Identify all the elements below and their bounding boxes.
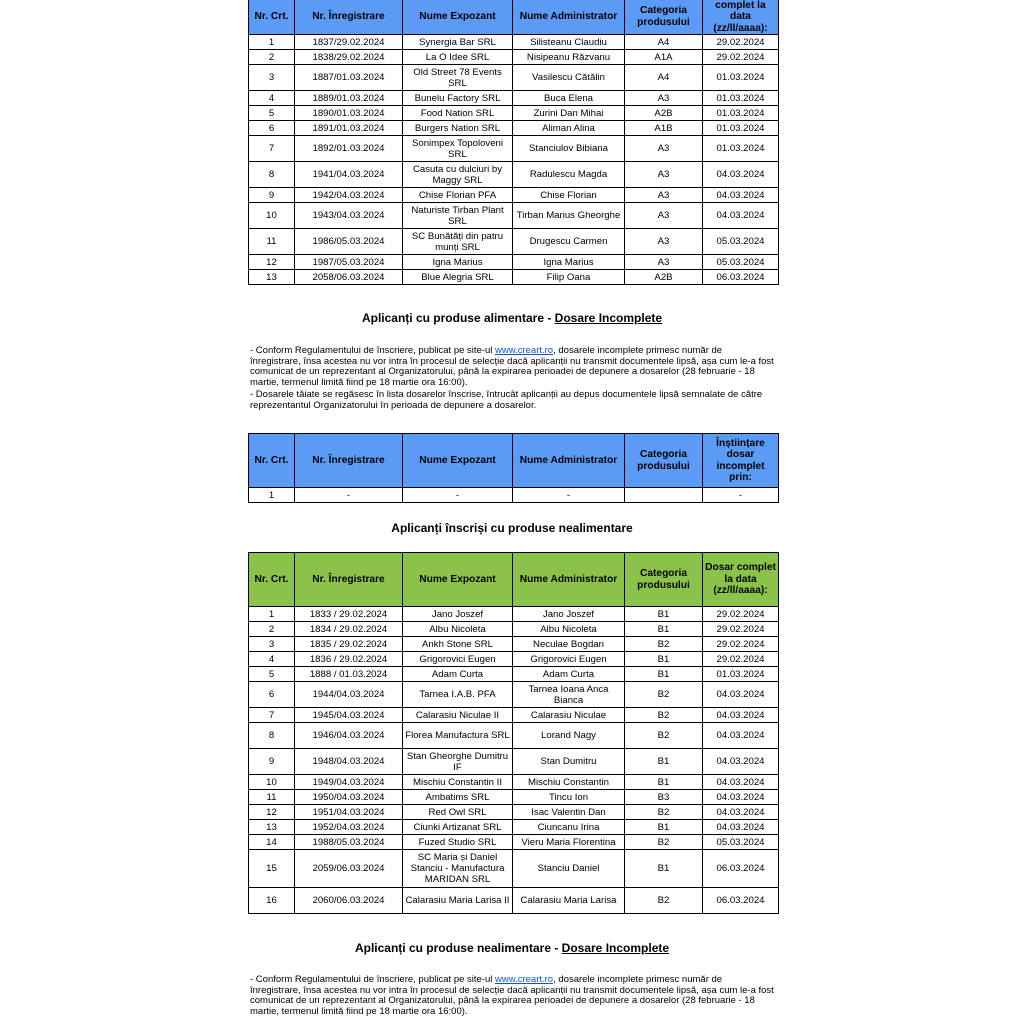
cell-expozant: Naturiste Tirban Plant SRL: [403, 203, 513, 229]
cell-inregistrare: 1941/04.03.2024: [295, 162, 403, 188]
cell-data: 01.03.2024: [703, 91, 779, 106]
cell-inregistrare: 1945/04.03.2024: [295, 708, 403, 723]
cell-nr: 15: [249, 850, 295, 888]
cell-expozant: Sonimpex Topoloveni SRL: [403, 136, 513, 162]
cell-nr: 5: [249, 667, 295, 682]
cell-categoria: A1A: [625, 50, 703, 65]
cell-nr: 14: [249, 835, 295, 850]
cell-categoria: [625, 488, 703, 503]
cell-expozant: Stan Gheorghe Dumitru IF: [403, 749, 513, 775]
cell-nr: 10: [249, 775, 295, 790]
cell-administrator: Calarasiu Niculae: [513, 708, 625, 723]
cell-categoria: B3: [625, 790, 703, 805]
col-dosar-complet: complet la data (zz/ll/aaaa):: [703, 0, 779, 35]
cell-inregistrare: 2060/06.03.2024: [295, 888, 403, 914]
cell-administrator: Drugescu Carmen: [513, 229, 625, 255]
cell-nr: 7: [249, 708, 295, 723]
cell-categoria: A3: [625, 255, 703, 270]
cell-expozant: Grigorovici Eugen: [403, 652, 513, 667]
cell-expozant: Red Owl SRL: [403, 805, 513, 820]
cell-administrator: Vasilescu Cătălin: [513, 65, 625, 91]
col-inregistrare: Nr. Înregistrare: [295, 553, 403, 607]
cell-administrator: Neculae Bogdan: [513, 637, 625, 652]
cell-expozant: Tarnea I.A.B. PFA: [403, 682, 513, 708]
food-incomplete-note: - Conform Regulamentului de înscriere, publicat pe site-ul www.creart.ro, dosarele incomplete primesc număr de înregistrare, însa acestea nu vor intra în procesul de selecție dacă aplicanții nu transmit documentele lipsă, așa cum le-a fost comunicat de un reprezentant al Organizatorului, până la expirarea perioadei de depunere a dosarelor (28 februarie - 18 martie, termenul limită fiind pe 18 martie ora 16:00). - Dosarele tăiate se regăsesc în lista dosarelor înscrise, întrucât aplicanții au depus documentele lipsă semnalate de către reprezentantul Organizatorului în perioada de depunere a dosarelor.: [250, 345, 774, 411]
cell-administrator: Ciuncanu Irina: [513, 820, 625, 835]
table-row: [249, 775, 779, 790]
cell-expozant: Jano Joszef: [403, 607, 513, 622]
cell-expozant: Food Nation SRL: [403, 106, 513, 121]
cell-inregistrare: 1944/04.03.2024: [295, 682, 403, 708]
cell-administrator: Aliman Alina: [513, 121, 625, 136]
cell-data: 01.03.2024: [703, 667, 779, 682]
table-row: [249, 850, 779, 888]
table-row: [249, 91, 779, 106]
cell-data: -: [703, 488, 779, 503]
cell-data: 01.03.2024: [703, 121, 779, 136]
cell-inregistrare: -: [295, 488, 403, 503]
cell-nr: 5: [249, 106, 295, 121]
creart-link[interactable]: www.creart.ro: [495, 974, 554, 985]
cell-nr: 9: [249, 188, 295, 203]
table-row: [249, 488, 779, 503]
table-row: [249, 607, 779, 622]
cell-inregistrare: 1987/05.03.2024: [295, 255, 403, 270]
cell-expozant: Synergia Bar SRL: [403, 35, 513, 50]
food-complete-table: [248, 0, 779, 285]
food-incomplete-table: [248, 433, 779, 503]
cell-administrator: Stanciulov Bibiana: [513, 136, 625, 162]
cell-inregistrare: 1988/05.03.2024: [295, 835, 403, 850]
table-row: [249, 805, 779, 820]
col-categoria: Categoria produsului: [625, 553, 703, 607]
nonfood-incomplete-note: - Conform Regulamentului de înscriere, publicat pe site-ul www.creart.ro, dosarele incomplete primesc număr de înregistrare, însa acestea nu vor intra în procesul de selecție dacă aplicanții nu transmit documentele lipsă, așa cum le-a fost comunicat de un reprezentant al Organizatorului, până la expirarea perioadei de depunere a dosarelor (28 februarie - 18 martie, termenul limită fiind pe 18 martie ora 16:00).: [250, 974, 774, 1017]
cell-nr: 12: [249, 255, 295, 270]
cell-nr: 12: [249, 805, 295, 820]
cell-categoria: A1B: [625, 121, 703, 136]
table-row: [249, 835, 779, 850]
cell-administrator: -: [513, 488, 625, 503]
cell-administrator: Vieru Maria Florentina: [513, 835, 625, 850]
cell-administrator: Stanciu Daniel: [513, 850, 625, 888]
col-nr: Nr. Crt.: [249, 434, 295, 488]
cell-inregistrare: 1889/01.03.2024: [295, 91, 403, 106]
table-row: [249, 622, 779, 637]
cell-inregistrare: 1887/01.03.2024: [295, 65, 403, 91]
cell-administrator: Isac Valentin Dan: [513, 805, 625, 820]
cell-expozant: Florea Manufactura SRL: [403, 723, 513, 749]
table-row: [249, 50, 779, 65]
cell-nr: 11: [249, 790, 295, 805]
cell-categoria: B1: [625, 607, 703, 622]
cell-data: 29.02.2024: [703, 622, 779, 637]
cell-data: 29.02.2024: [703, 652, 779, 667]
cell-administrator: Mischiu Constantin: [513, 775, 625, 790]
cell-nr: 7: [249, 136, 295, 162]
cell-expozant: Albu Nicoleta: [403, 622, 513, 637]
cell-nr: 6: [249, 121, 295, 136]
cell-administrator: Tarnea Ioana Anca Bianca: [513, 682, 625, 708]
cell-inregistrare: 1942/04.03.2024: [295, 188, 403, 203]
cell-administrator: Filip Oana: [513, 270, 625, 285]
cell-expozant: Bunelu Factory SRL: [403, 91, 513, 106]
cell-nr: 8: [249, 162, 295, 188]
cell-nr: 6: [249, 682, 295, 708]
table-row: [249, 637, 779, 652]
cell-nr: 16: [249, 888, 295, 914]
food-incomplete-title: Aplicanți cu produse alimentare - Dosare Incomplete: [361, 311, 663, 325]
cell-data: 04.03.2024: [703, 188, 779, 203]
cell-administrator: Chise Florian: [513, 188, 625, 203]
cell-expozant: Igna Marius: [403, 255, 513, 270]
cell-expozant: Calarasiu Niculae II: [403, 708, 513, 723]
cell-data: 04.03.2024: [703, 790, 779, 805]
cell-inregistrare: 1943/04.03.2024: [295, 203, 403, 229]
col-expozant: Nume Expozant: [403, 434, 513, 488]
table-row: [249, 888, 779, 914]
cell-nr: 11: [249, 229, 295, 255]
cell-administrator: Nisipeanu Răzvanu: [513, 50, 625, 65]
cell-administrator: Stan Dumitru: [513, 749, 625, 775]
cell-inregistrare: 1892/01.03.2024: [295, 136, 403, 162]
cell-categoria: A3: [625, 188, 703, 203]
col-dosar-complet: Dosar complet la data (zz/ll/aaaa):: [703, 553, 779, 607]
cell-inregistrare: 1836 / 29.02.2024: [295, 652, 403, 667]
cell-nr: 3: [249, 637, 295, 652]
cell-nr: 2: [249, 50, 295, 65]
cell-data: 04.03.2024: [703, 203, 779, 229]
cell-categoria: A3: [625, 91, 703, 106]
table-row: [249, 188, 779, 203]
table-row: [249, 682, 779, 708]
cell-administrator: Lorand Nagy: [513, 723, 625, 749]
cell-administrator: Tincu Ion: [513, 790, 625, 805]
col-expozant: Nume Expozant: [403, 553, 513, 607]
cell-administrator: Adam Curta: [513, 667, 625, 682]
table-row: [249, 820, 779, 835]
cell-expozant: Ankh Stone SRL: [403, 637, 513, 652]
table-row: [249, 65, 779, 91]
cell-nr: 8: [249, 723, 295, 749]
cell-data: 04.03.2024: [703, 820, 779, 835]
cell-data: 01.03.2024: [703, 65, 779, 91]
cell-expozant: Chise Florian PFA: [403, 188, 513, 203]
cell-expozant: Fuzed Studio SRL: [403, 835, 513, 850]
cell-categoria: A3: [625, 203, 703, 229]
cell-categoria: B1: [625, 622, 703, 637]
cell-data: 05.03.2024: [703, 835, 779, 850]
cell-expozant: -: [403, 488, 513, 503]
cell-expozant: Mischiu Constantin II: [403, 775, 513, 790]
col-expozant: Nume Expozant: [403, 0, 513, 35]
cell-data: 29.02.2024: [703, 35, 779, 50]
cell-expozant: Old Street 78 Events SRL: [403, 65, 513, 91]
col-nr: Nr. Crt.: [249, 553, 295, 607]
cell-expozant: Blue Alegria SRL: [403, 270, 513, 285]
cell-data: 01.03.2024: [703, 136, 779, 162]
cell-categoria: B2: [625, 835, 703, 850]
cell-data: 05.03.2024: [703, 229, 779, 255]
cell-inregistrare: 1948/04.03.2024: [295, 749, 403, 775]
cell-data: 06.03.2024: [703, 888, 779, 914]
cell-data: 29.02.2024: [703, 637, 779, 652]
cell-nr: 2: [249, 622, 295, 637]
col-administrator: Nume Administrator: [513, 434, 625, 488]
col-nr: Nr. Crt.: [249, 0, 295, 35]
cell-administrator: Zurini Dan Mihai: [513, 106, 625, 121]
cell-data: 06.03.2024: [703, 850, 779, 888]
cell-categoria: B1: [625, 775, 703, 790]
cell-administrator: Buca Elena: [513, 91, 625, 106]
cell-expozant: Casuta cu dulciuri by Maggy SRL: [403, 162, 513, 188]
cell-data: 04.03.2024: [703, 805, 779, 820]
cell-administrator: Igna Marius: [513, 255, 625, 270]
cell-expozant: Burgers Nation SRL: [403, 121, 513, 136]
cell-categoria: B2: [625, 723, 703, 749]
cell-categoria: A3: [625, 136, 703, 162]
cell-categoria: B1: [625, 749, 703, 775]
table-row: [249, 255, 779, 270]
cell-categoria: B1: [625, 850, 703, 888]
cell-inregistrare: 1834 / 29.02.2024: [295, 622, 403, 637]
cell-categoria: A2B: [625, 106, 703, 121]
table-row: [249, 229, 779, 255]
cell-expozant: Calarasiu Maria Larisa II: [403, 888, 513, 914]
cell-administrator: Albu Nicoleta: [513, 622, 625, 637]
col-inregistrare: Nr. Înregistrare: [295, 434, 403, 488]
table-row: [249, 749, 779, 775]
creart-link[interactable]: www.creart.ro: [495, 345, 554, 356]
cell-inregistrare: 1986/05.03.2024: [295, 229, 403, 255]
cell-nr: 13: [249, 270, 295, 285]
cell-administrator: Silisteanu Claudiu: [513, 35, 625, 50]
cell-inregistrare: 1950/04.03.2024: [295, 790, 403, 805]
cell-data: 29.02.2024: [703, 50, 779, 65]
cell-inregistrare: 2058/06.03.2024: [295, 270, 403, 285]
cell-categoria: B1: [625, 652, 703, 667]
col-administrator: Nume Administrator: [513, 0, 625, 35]
table-row: [249, 203, 779, 229]
cell-inregistrare: 1838/29.02.2024: [295, 50, 403, 65]
table-row: [249, 106, 779, 121]
cell-data: 04.03.2024: [703, 749, 779, 775]
cell-nr: 4: [249, 91, 295, 106]
cell-administrator: Grigorovici Eugen: [513, 652, 625, 667]
table-row: [249, 121, 779, 136]
cell-nr: 10: [249, 203, 295, 229]
cell-categoria: B2: [625, 708, 703, 723]
cell-data: 04.03.2024: [703, 775, 779, 790]
cell-nr: 3: [249, 65, 295, 91]
cell-inregistrare: 1946/04.03.2024: [295, 723, 403, 749]
nonfood-incomplete-title: Aplicanți cu produse nealimentare - Dosare Incomplete: [354, 941, 670, 955]
cell-data: 04.03.2024: [703, 723, 779, 749]
table-row: [249, 136, 779, 162]
table-row: [249, 652, 779, 667]
cell-data: 01.03.2024: [703, 106, 779, 121]
cell-expozant: SC Bunătăți din patru munți SRL: [403, 229, 513, 255]
cell-categoria: A3: [625, 229, 703, 255]
cell-administrator: Jano Joszef: [513, 607, 625, 622]
cell-administrator: Tirban Marius Gheorghe: [513, 203, 625, 229]
col-administrator: Nume Administrator: [513, 553, 625, 607]
cell-nr: 9: [249, 749, 295, 775]
cell-categoria: B2: [625, 888, 703, 914]
cell-data: 04.03.2024: [703, 708, 779, 723]
col-categoria: Categoria produsului: [625, 0, 703, 35]
cell-administrator: Radulescu Magda: [513, 162, 625, 188]
cell-data: 05.03.2024: [703, 255, 779, 270]
cell-inregistrare: 1835 / 29.02.2024: [295, 637, 403, 652]
cell-categoria: B1: [625, 820, 703, 835]
table-row: [249, 708, 779, 723]
cell-expozant: Ciunki Artizanat SRL: [403, 820, 513, 835]
cell-nr: 13: [249, 820, 295, 835]
table-row: [249, 35, 779, 50]
cell-expozant: La O Idee SRL: [403, 50, 513, 65]
table-row: [249, 723, 779, 749]
cell-categoria: B2: [625, 637, 703, 652]
cell-nr: 1: [249, 488, 295, 503]
cell-nr: 4: [249, 652, 295, 667]
cell-expozant: Adam Curta: [403, 667, 513, 682]
cell-inregistrare: 1833 / 29.02.2024: [295, 607, 403, 622]
col-instiintare: Înștiințare dosar incomplet prin:: [703, 434, 779, 488]
cell-data: 06.03.2024: [703, 270, 779, 285]
cell-categoria: A4: [625, 35, 703, 50]
table-row: [249, 667, 779, 682]
nonfood-complete-table: [248, 552, 779, 914]
cell-categoria: A4: [625, 65, 703, 91]
cell-nr: 1: [249, 607, 295, 622]
cell-inregistrare: 1891/01.03.2024: [295, 121, 403, 136]
cell-inregistrare: 1837/29.02.2024: [295, 35, 403, 50]
cell-administrator: Calarasiu Maria Larisa: [513, 888, 625, 914]
cell-expozant: SC Maria și Daniel Stanciu - Manufactura MARIDAN SRL: [403, 850, 513, 888]
cell-inregistrare: 1949/04.03.2024: [295, 775, 403, 790]
cell-nr: 1: [249, 35, 295, 50]
col-inregistrare: Nr. Înregistrare: [295, 0, 403, 35]
col-categoria: Categoria produsului: [625, 434, 703, 488]
cell-categoria: A2B: [625, 270, 703, 285]
cell-data: 29.02.2024: [703, 607, 779, 622]
table-row: [249, 790, 779, 805]
cell-inregistrare: 1952/04.03.2024: [295, 820, 403, 835]
cell-inregistrare: 1890/01.03.2024: [295, 106, 403, 121]
cell-categoria: B2: [625, 682, 703, 708]
cell-categoria: B1: [625, 667, 703, 682]
table-row: [249, 162, 779, 188]
cell-inregistrare: 1888 / 01.03.2024: [295, 667, 403, 682]
cell-data: 04.03.2024: [703, 162, 779, 188]
nonfood-title: Aplicanți înscriși cu produse nealimentare: [391, 521, 633, 535]
cell-data: 04.03.2024: [703, 682, 779, 708]
cell-inregistrare: 2059/06.03.2024: [295, 850, 403, 888]
cell-expozant: Ambatims SRL: [403, 790, 513, 805]
cell-inregistrare: 1951/04.03.2024: [295, 805, 403, 820]
table-row: [249, 270, 779, 285]
cell-categoria: B2: [625, 805, 703, 820]
cell-categoria: A3: [625, 162, 703, 188]
